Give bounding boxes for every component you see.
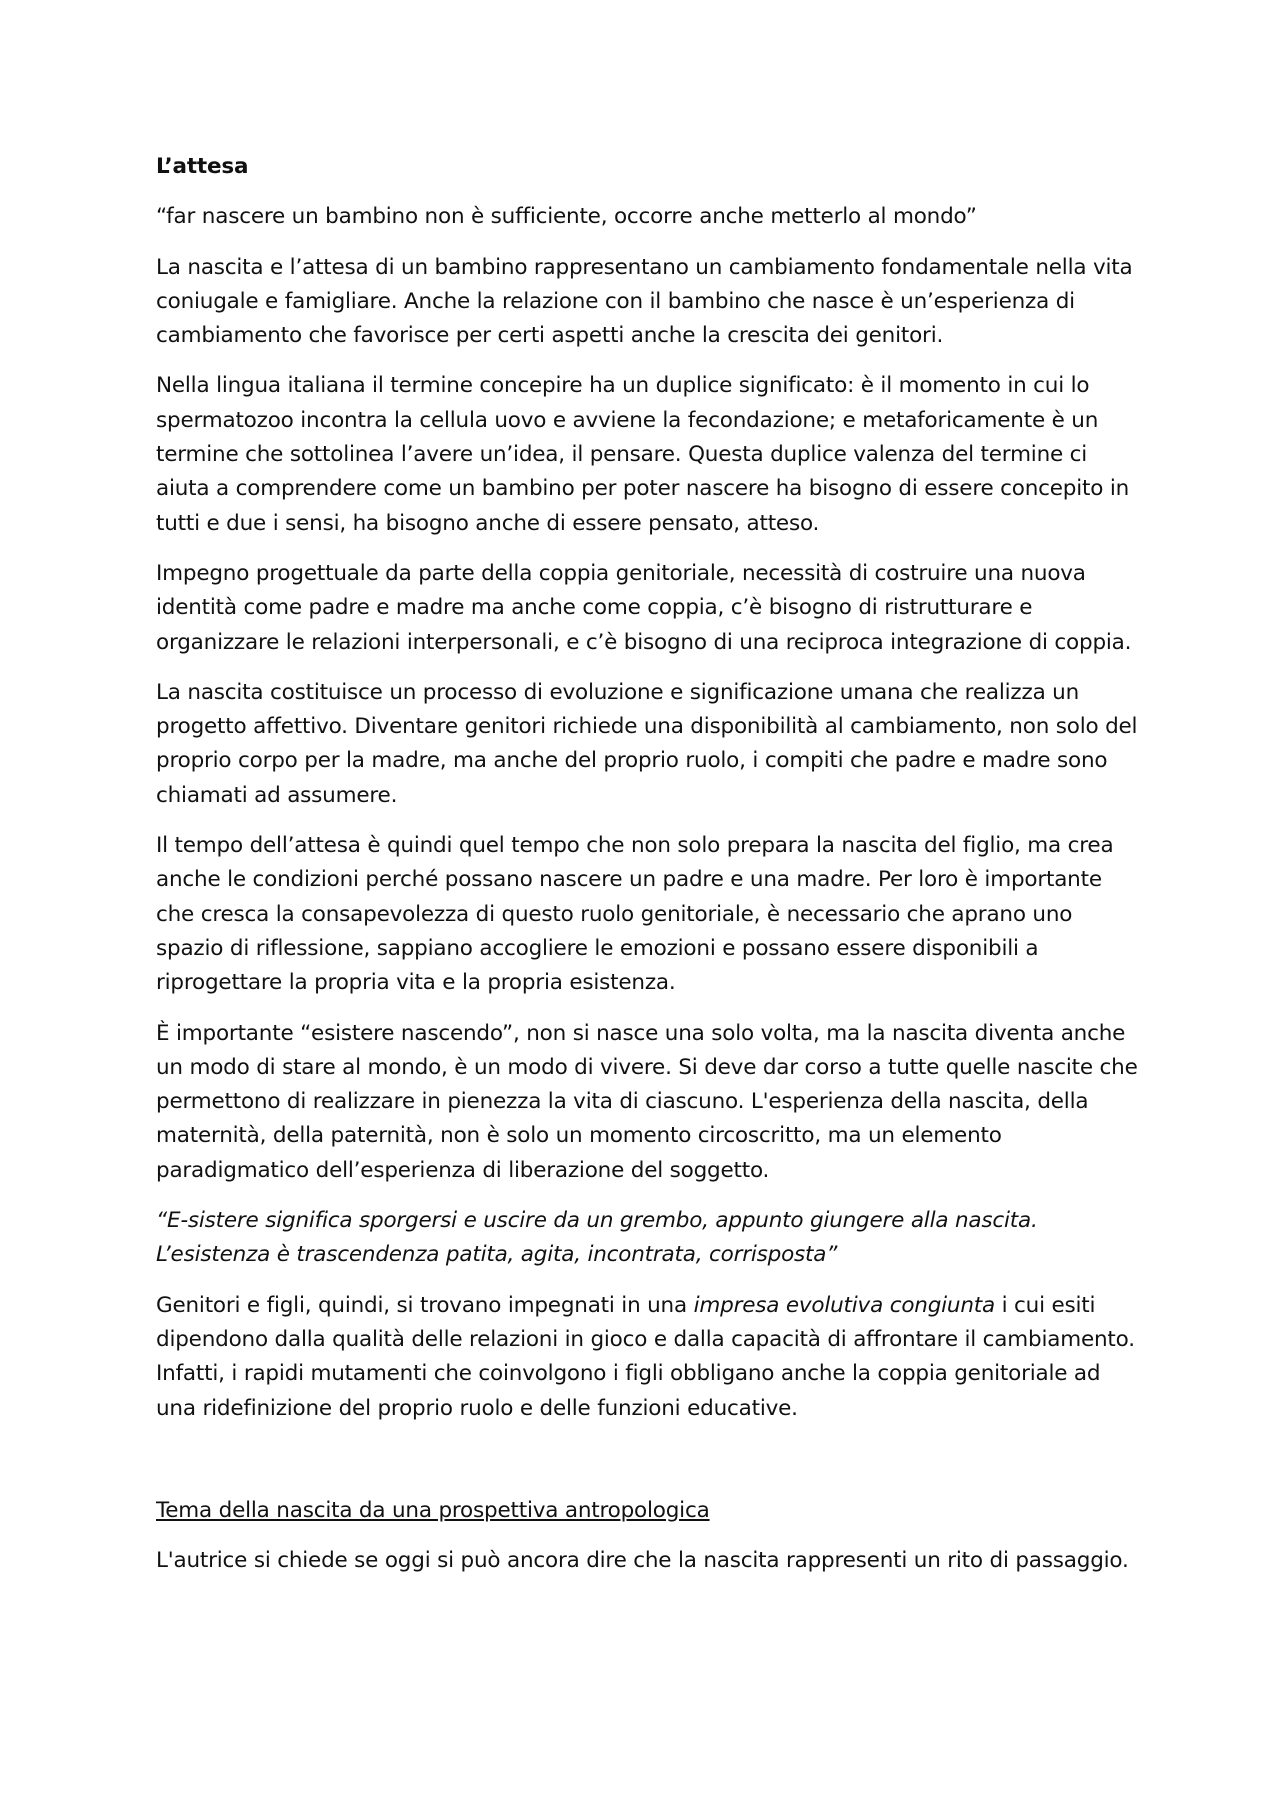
closing-text-after: i cui esiti dipendono dalla qualità delle relazioni in gioco e dalla capacità di affrontare il cambiamento. Infatti, i rapidi mutamenti che coinvolgono i figli obbligano anche la coppia genitoriale ad una ridefinizione del proprio ruolo e delle funzioni educative.	[156, 1292, 1135, 1421]
section-heading: Tema della nascita da una prospettiva antropologica	[156, 1497, 710, 1523]
paragraph-3: Impegno progettuale da parte della coppia genitoriale, necessità di costruire una nuova identità come padre e madre ma anche come coppia, c’è bisogno di ristrutturare e organizzare le relazioni interpersonali, e c’è bisogno di una reciproca integrazione di coppia.	[156, 560, 1132, 655]
document-page	[156, 150, 1142, 1594]
closing-emphasis: impresa evolutiva congiunta	[693, 1292, 995, 1318]
closing-text-before: Genitori e figli, quindi, si trovano impegnati in una	[156, 1292, 694, 1318]
document-title: L’attesa	[156, 154, 249, 179]
paragraph-1: La nascita e l’attesa di un bambino rappresentano un cambiamento fondamentale nella vita coniugale e famigliare. Anche la relazione con il bambino che nasce è un’esperienza di cambiamento che favorisce per certi aspetti anche la crescita dei genitori.	[156, 254, 1133, 349]
paragraph-5: Il tempo dell’attesa è quindi quel tempo che non solo prepara la nascita del figlio, ma crea anche le condizioni perché possano nascere un padre e una madre. Per loro è importante che cresca la consapevolezza di questo ruolo genitoriale, è necessario che aprano uno spazio di riflessione, sappiano accogliere le emozioni e possano essere disponibili a riprogettare la propria vita e la propria esistenza.	[156, 833, 1114, 996]
paragraph-4: La nascita costituisce un processo di evoluzione e significazione umana che realizza un progetto affettivo. Diventare genitori richiede una disponibilità al cambiamento, non solo del proprio corpo per la madre, ma anche del proprio ruolo, i compiti che padre e madre sono chiamati ad assumere.	[156, 679, 1138, 808]
paragraph-6: È importante “esistere nascendo”, non si nasce una solo volta, ma la nascita diventa anche un modo di stare al mondo, è un modo di vivere. Si deve dar corso a tutte quelle nascite che permettono di realizzare in pienezza la vita di ciascuno. L'esperienza della nascita, della maternità, della paternità, non è solo un momento circoscritto, ma un elemento paradigmatico dell’esperienza di liberazione del soggetto.	[156, 1020, 1138, 1183]
section-spacer	[156, 1442, 1142, 1494]
italic-quote: “E-sistere significa sporgersi e uscire da un grembo, appunto giungere alla nascita. L’esistenza è trascendenza patita, agita, incontrata, corrisposta”	[156, 1208, 1038, 1268]
closing-paragraph	[156, 1289, 1142, 1426]
section-paragraph: L'autrice si chiede se oggi si può ancora dire che la nascita rappresenti un rito di passaggio.	[156, 1548, 1129, 1574]
epigraph: “far nascere un bambino non è sufficiente, occorre anche metterlo al mondo”	[156, 204, 977, 230]
paragraph-2: Nella lingua italiana il termine concepire ha un duplice significato: è il momento in cui lo spermatozoo incontra la cellula uovo e avviene la fecondazione; e metaforicamente è un termine che sottolinea l’avere un’idea, il pensare. Questa duplice valenza del termine ci aiuta a comprendere come un bambino per poter nascere ha bisogno di essere concepito in tutti e due i sensi, ha bisogno anche di essere pensato, atteso.	[156, 373, 1130, 536]
